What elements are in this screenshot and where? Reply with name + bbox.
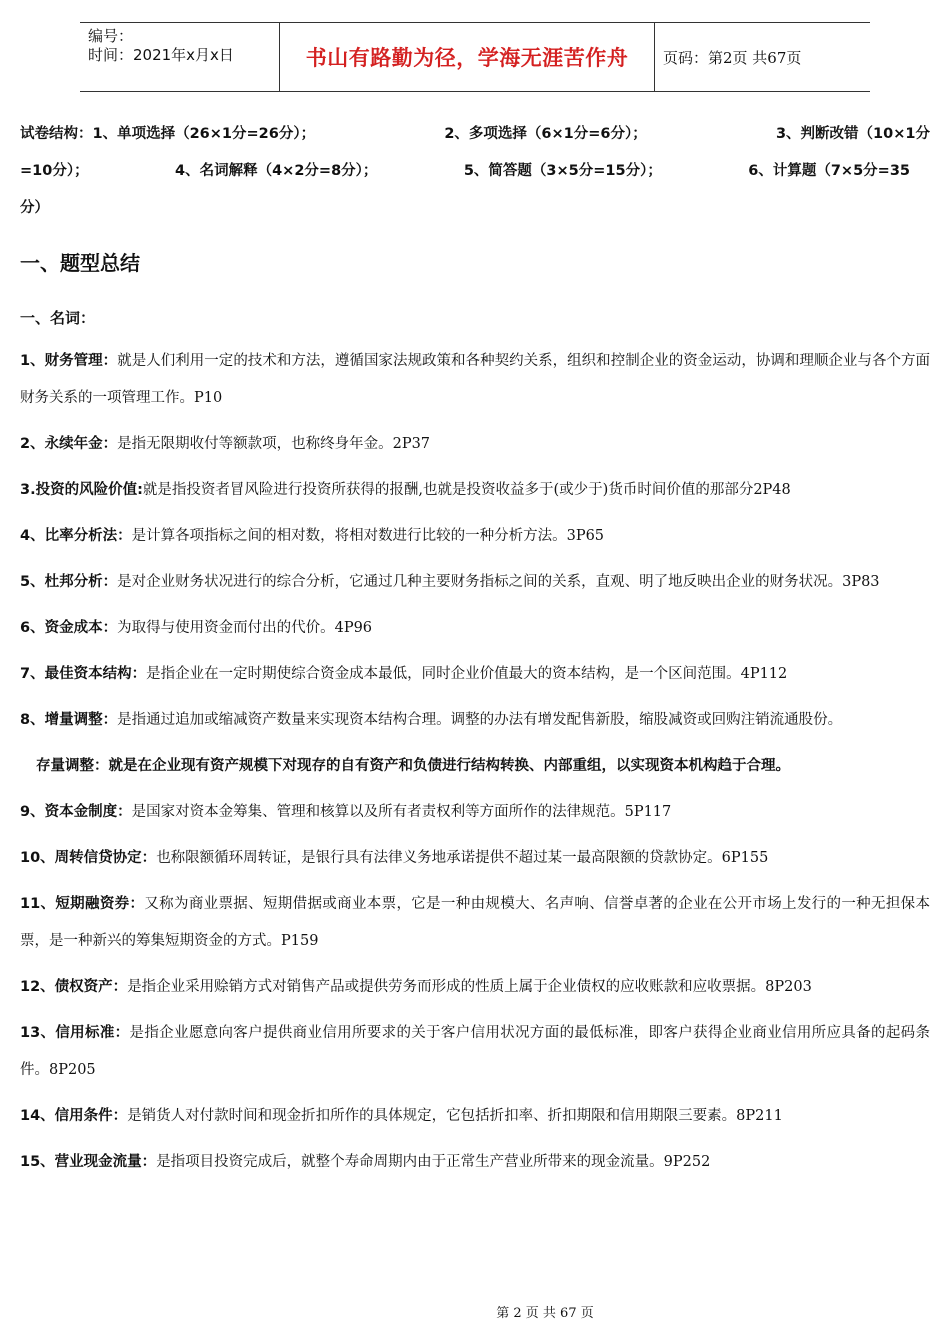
term-item — [20, 610, 930, 647]
term-definition: 是销货人对付款时间和现金折扣所作的具体规定，它包括折扣率、折扣期限和信用期限三要素。8P211 — [127, 1108, 783, 1124]
term-definition: 就是指投资者冒风险进行投资所获得的报酬,也就是投资收益多于(或少于)货币时间价值的那部分2P48 — [142, 482, 791, 498]
term-definition: 为取得与使用资金而付出的代价。4P96 — [117, 620, 373, 636]
sub-title: 一、名词： — [20, 309, 96, 327]
term-definition: 也称限额循环周转证，是银行具有法律义务地承诺提供不超过某一最高限额的贷款协定。6P155 — [156, 850, 769, 866]
structure-part-2: 2、多项选择（6×1分=6分）； — [444, 126, 647, 142]
term-item — [20, 518, 930, 555]
document-body — [20, 116, 930, 1190]
term-name: 10、周转信贷协定： — [20, 850, 157, 866]
term-name: 14、信用条件： — [20, 1108, 128, 1124]
term-item — [20, 886, 930, 960]
structure-part-3: 3、判断改错（10×1分 — [775, 126, 930, 142]
structure-part-6-cont: 分） — [20, 200, 49, 216]
header-meta — [80, 23, 280, 91]
term-item — [20, 1015, 930, 1089]
page-footer: 第 2 页 共 67 页 — [496, 1306, 594, 1321]
term-item — [20, 1098, 930, 1135]
term-name: 11、短期融资券： — [20, 896, 145, 912]
term-name: 8、增量调整： — [20, 712, 118, 728]
structure-part-3-cont: =10分）； — [20, 163, 89, 179]
header-page-label: 页码：第2页 共67页 — [663, 48, 802, 67]
term-item — [20, 564, 930, 601]
structure-part-4: 4、名词解释（4×2分=8分）； — [175, 163, 378, 179]
term-item — [20, 794, 930, 831]
term-definition: 是指企业在一定时期使综合资金成本最低，同时企业价值最大的资本结构，是一个区间范围。4P112 — [146, 666, 788, 682]
structure-line-2 — [20, 153, 910, 190]
term-name: 7、最佳资本结构： — [20, 666, 147, 682]
term-item — [20, 472, 930, 509]
term-definition: 是指项目投资完成后，就整个寿命周期内由于正常生产营业所带来的现金流量。9P252 — [156, 1154, 711, 1170]
term-definition: 是指通过追加或缩减资产数量来实现资本结构合理。调整的办法有增发配售新股，缩股减资或回购注销流通股份。 — [117, 712, 843, 728]
term-item — [20, 426, 930, 463]
section-title: 一、题型总结 — [20, 251, 140, 275]
term-definition: 是指企业采用赊销方式对销售产品或提供劳务而形成的性质上属于企业债权的应收账款和应收票据。8P203 — [127, 979, 812, 995]
term-item — [20, 840, 930, 877]
term-item — [20, 656, 930, 693]
header-motto: 书山有路勤为径，学海无涯苦作舟 — [280, 23, 655, 91]
structure-lead: 试卷结构： — [20, 126, 93, 142]
term-name: 6、资金成本： — [20, 620, 118, 636]
structure-line-1 — [20, 116, 930, 153]
term-name: 5、杜邦分析： — [20, 574, 118, 590]
term-name: 1、财务管理： — [20, 353, 118, 369]
term-name: 2、永续年金： — [20, 436, 118, 452]
structure-part-5: 5、简答题（3×5分=15分）； — [463, 163, 662, 179]
term-definition: 就是人们利用一定的技术和方法，遵循国家法规政策和各种契约关系，组织和控制企业的资金运动，协调和理顺企业与各个方面财务关系的一项管理工作。P10 — [20, 353, 931, 406]
term-definition: 是计算各项指标之间的相对数，将相对数进行比较的一种分析方法。3P65 — [131, 528, 605, 544]
term-name: 9、资本金制度： — [20, 804, 132, 820]
term-list — [20, 343, 930, 1181]
term-definition: 是指企业愿意向客户提供商业信用所要求的关于客户信用状况方面的最低标准，即客户获得企业商业信用所应具备的起码条件。8P205 — [20, 1025, 930, 1078]
term-name: 13、信用标准： — [20, 1025, 130, 1041]
term-definition: 是指无限期收付等额款项，也称终身年金。2P37 — [117, 436, 431, 452]
term-definition: 是对企业财务状况进行的综合分析，它通过几种主要财务指标之间的关系，直观、明了地反映出企业的财务状况。3P83 — [117, 574, 880, 590]
term-definition: 是国家对资本金筹集、管理和核算以及所有者责权利等方面所作的法律规范。5P117 — [131, 804, 672, 820]
term-item — [20, 969, 930, 1006]
structure-part-6: 6、计算题（7×5分=35 — [748, 163, 910, 179]
term-name: 12、债权资产： — [20, 979, 128, 995]
document-number-label: 编号： — [88, 27, 134, 45]
term-item — [20, 1144, 930, 1181]
exam-structure — [20, 116, 930, 227]
stock-adjustment-note: 存量调整：就是在企业现有资产规模下对现存的自有资产和负债进行结构转换、内部重组，以实现资本机构趋于合理。 — [36, 758, 790, 774]
structure-part-1: 1、单项选择（26×1分=26分）； — [92, 126, 316, 142]
term-item — [20, 702, 930, 739]
term-name: 15、营业现金流量： — [20, 1154, 157, 1170]
term-name: 3.投资的风险价值: — [20, 482, 143, 498]
term-item — [20, 343, 930, 417]
document-time-label: 时间：2021年x月x日 — [88, 46, 234, 64]
term-definition: 又称为商业票据、短期借据或商业本票，它是一种由规模大、名声响、信誉卓著的企业在公开市场上发行的一种无担保本票，是一种新兴的筹集短期资金的方式。P159 — [20, 896, 930, 949]
page-header — [80, 22, 870, 92]
term-name: 4、比率分析法： — [20, 528, 132, 544]
